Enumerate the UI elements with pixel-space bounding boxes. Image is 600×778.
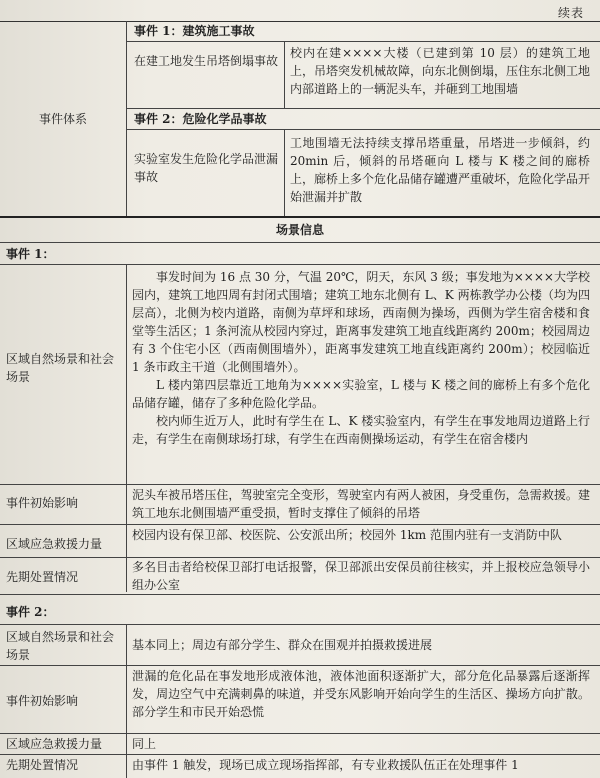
event2-desc: 工地围墙无法持续支撑吊塔重量，吊塔进一步倾斜，约 20min 后，倾斜的吊塔砸向 L 楼与 K 楼之间的廊桥上，廊桥上多个危化品储存罐遭严重破坏，危险化学品开始泄漏并扩散 (290, 136, 591, 204)
divider (126, 21, 127, 216)
event2-title: 事件 2：危险化学品事故 (134, 112, 267, 126)
event1-name: 在建工地发生吊塔倒塌事故 (134, 54, 279, 68)
divider (126, 41, 600, 42)
e1-prior-text: 多名目击者给校保卫部打电话报警，保卫部派出安保员前往核实，并上报校应急领导小组办公室 (132, 560, 590, 592)
e1-natural-label: 区域自然场景和社会场景 (6, 352, 115, 384)
event1-heading: 事件 1： (6, 247, 55, 261)
divider (0, 484, 600, 485)
e1-impact-text: 泥头车被吊塔压住，驾驶室完全变形，驾驶室内有两人被困，身受重伤，急需救援。建筑工地东北侧围墙严重受损，暂时支撑住了倾斜的吊塔 (132, 488, 590, 520)
divider (0, 754, 600, 755)
e1-natural-text (132, 268, 590, 448)
divider (0, 524, 600, 525)
e1-rescue-text: 校园内设有保卫部、校医院、公安派出所；校园外 1km 范围内驻有一支消防中队 (132, 528, 562, 542)
divider (0, 242, 600, 243)
e1-natural-p2: L 楼内第四层靠近工地角为××××实验室，L 楼与 K 楼之间的廊桥上有多个危化品储存罐，储存了多种危险化学品。 (132, 378, 590, 410)
divider (0, 665, 600, 666)
continued-label: 续表 (557, 6, 584, 20)
e2-impact-text: 泄漏的危化品在事发地形成液体池，液体池面积逐渐扩大，部分危化品暴露后逐渐挥发，周边空气中充满刺鼻的味道，并受东风影响开始向学生的生活区、操场方向扩散。部分学生和市民开始恐慌 (132, 669, 590, 719)
divider (0, 624, 600, 625)
e2-impact-label: 事件初始影响 (6, 694, 79, 708)
e2-prior-label: 先期处置情况 (6, 758, 79, 772)
divider (126, 129, 600, 130)
e2-rescue-text: 同上 (132, 737, 157, 751)
divider (284, 129, 285, 216)
divider (284, 41, 285, 108)
scene-info-title: 场景信息 (275, 223, 324, 237)
e2-natural-label: 区域自然场景和社会场景 (6, 630, 115, 662)
e1-prior-label: 先期处置情况 (6, 570, 79, 584)
event2-heading: 事件 2： (6, 605, 55, 619)
e1-rescue-label: 区域应急救援力量 (6, 537, 103, 551)
divider (0, 216, 600, 218)
e1-natural-p3: 校内师生近万人，此时有学生在 L、K 楼实验室内，有学生在事发地周边道路上行走，有学生在南侧球场打球，有学生在西南侧操场运动，有学生在宿舍楼内 (132, 414, 590, 446)
divider (126, 264, 127, 592)
divider (126, 108, 600, 109)
event1-desc: 校内在建××××大楼（已建到第 10 层）的建筑工地上，吊塔突发机械故障，向东北侧倒塌，压住东北侧工地内部道路上的一辆泥头车，并砸到工地围墙 (290, 46, 591, 96)
event-system-label: 事件体系 (38, 112, 87, 126)
e1-natural-p1: 事发时间为 16 点 30 分，气温 20℃，阴天，东风 3 级；事发地为××××大学校园内，建筑工地四周有封闭式围墙；建筑工地东北侧有 L、K 两栋教学办公楼（均为四层高），北侧为校内道路，南侧为草坪和球场，西南侧为操场，西侧为学生宿舍楼和食堂等生活区；1 条河流从校园内穿过，距离事发建筑工地直线距离约 200m；校园周边有 3 个住宅小区（西南侧围墙外），距离事发建筑工地直线距离约 200m）；校园临近 1 条市政主干道（北侧围墙外）。 (132, 270, 590, 374)
e1-impact-label: 事件初始影响 (6, 496, 79, 510)
event2-name: 实验室发生危险化学品泄漏事故 (134, 152, 279, 184)
divider (0, 264, 600, 265)
divider (0, 594, 600, 595)
divider (0, 733, 600, 734)
e2-rescue-label: 区域应急救援力量 (6, 737, 103, 751)
e2-prior-text: 由事件 1 触发，现场已成立现场指挥部，有专业救援队伍正在处理事件 1 (132, 758, 519, 772)
event1-title: 事件 1：建筑施工事故 (134, 24, 255, 38)
top-rule (0, 21, 600, 22)
e2-natural-text: 基本同上；周边有部分学生、群众在围观并拍摄救援进展 (132, 638, 433, 652)
